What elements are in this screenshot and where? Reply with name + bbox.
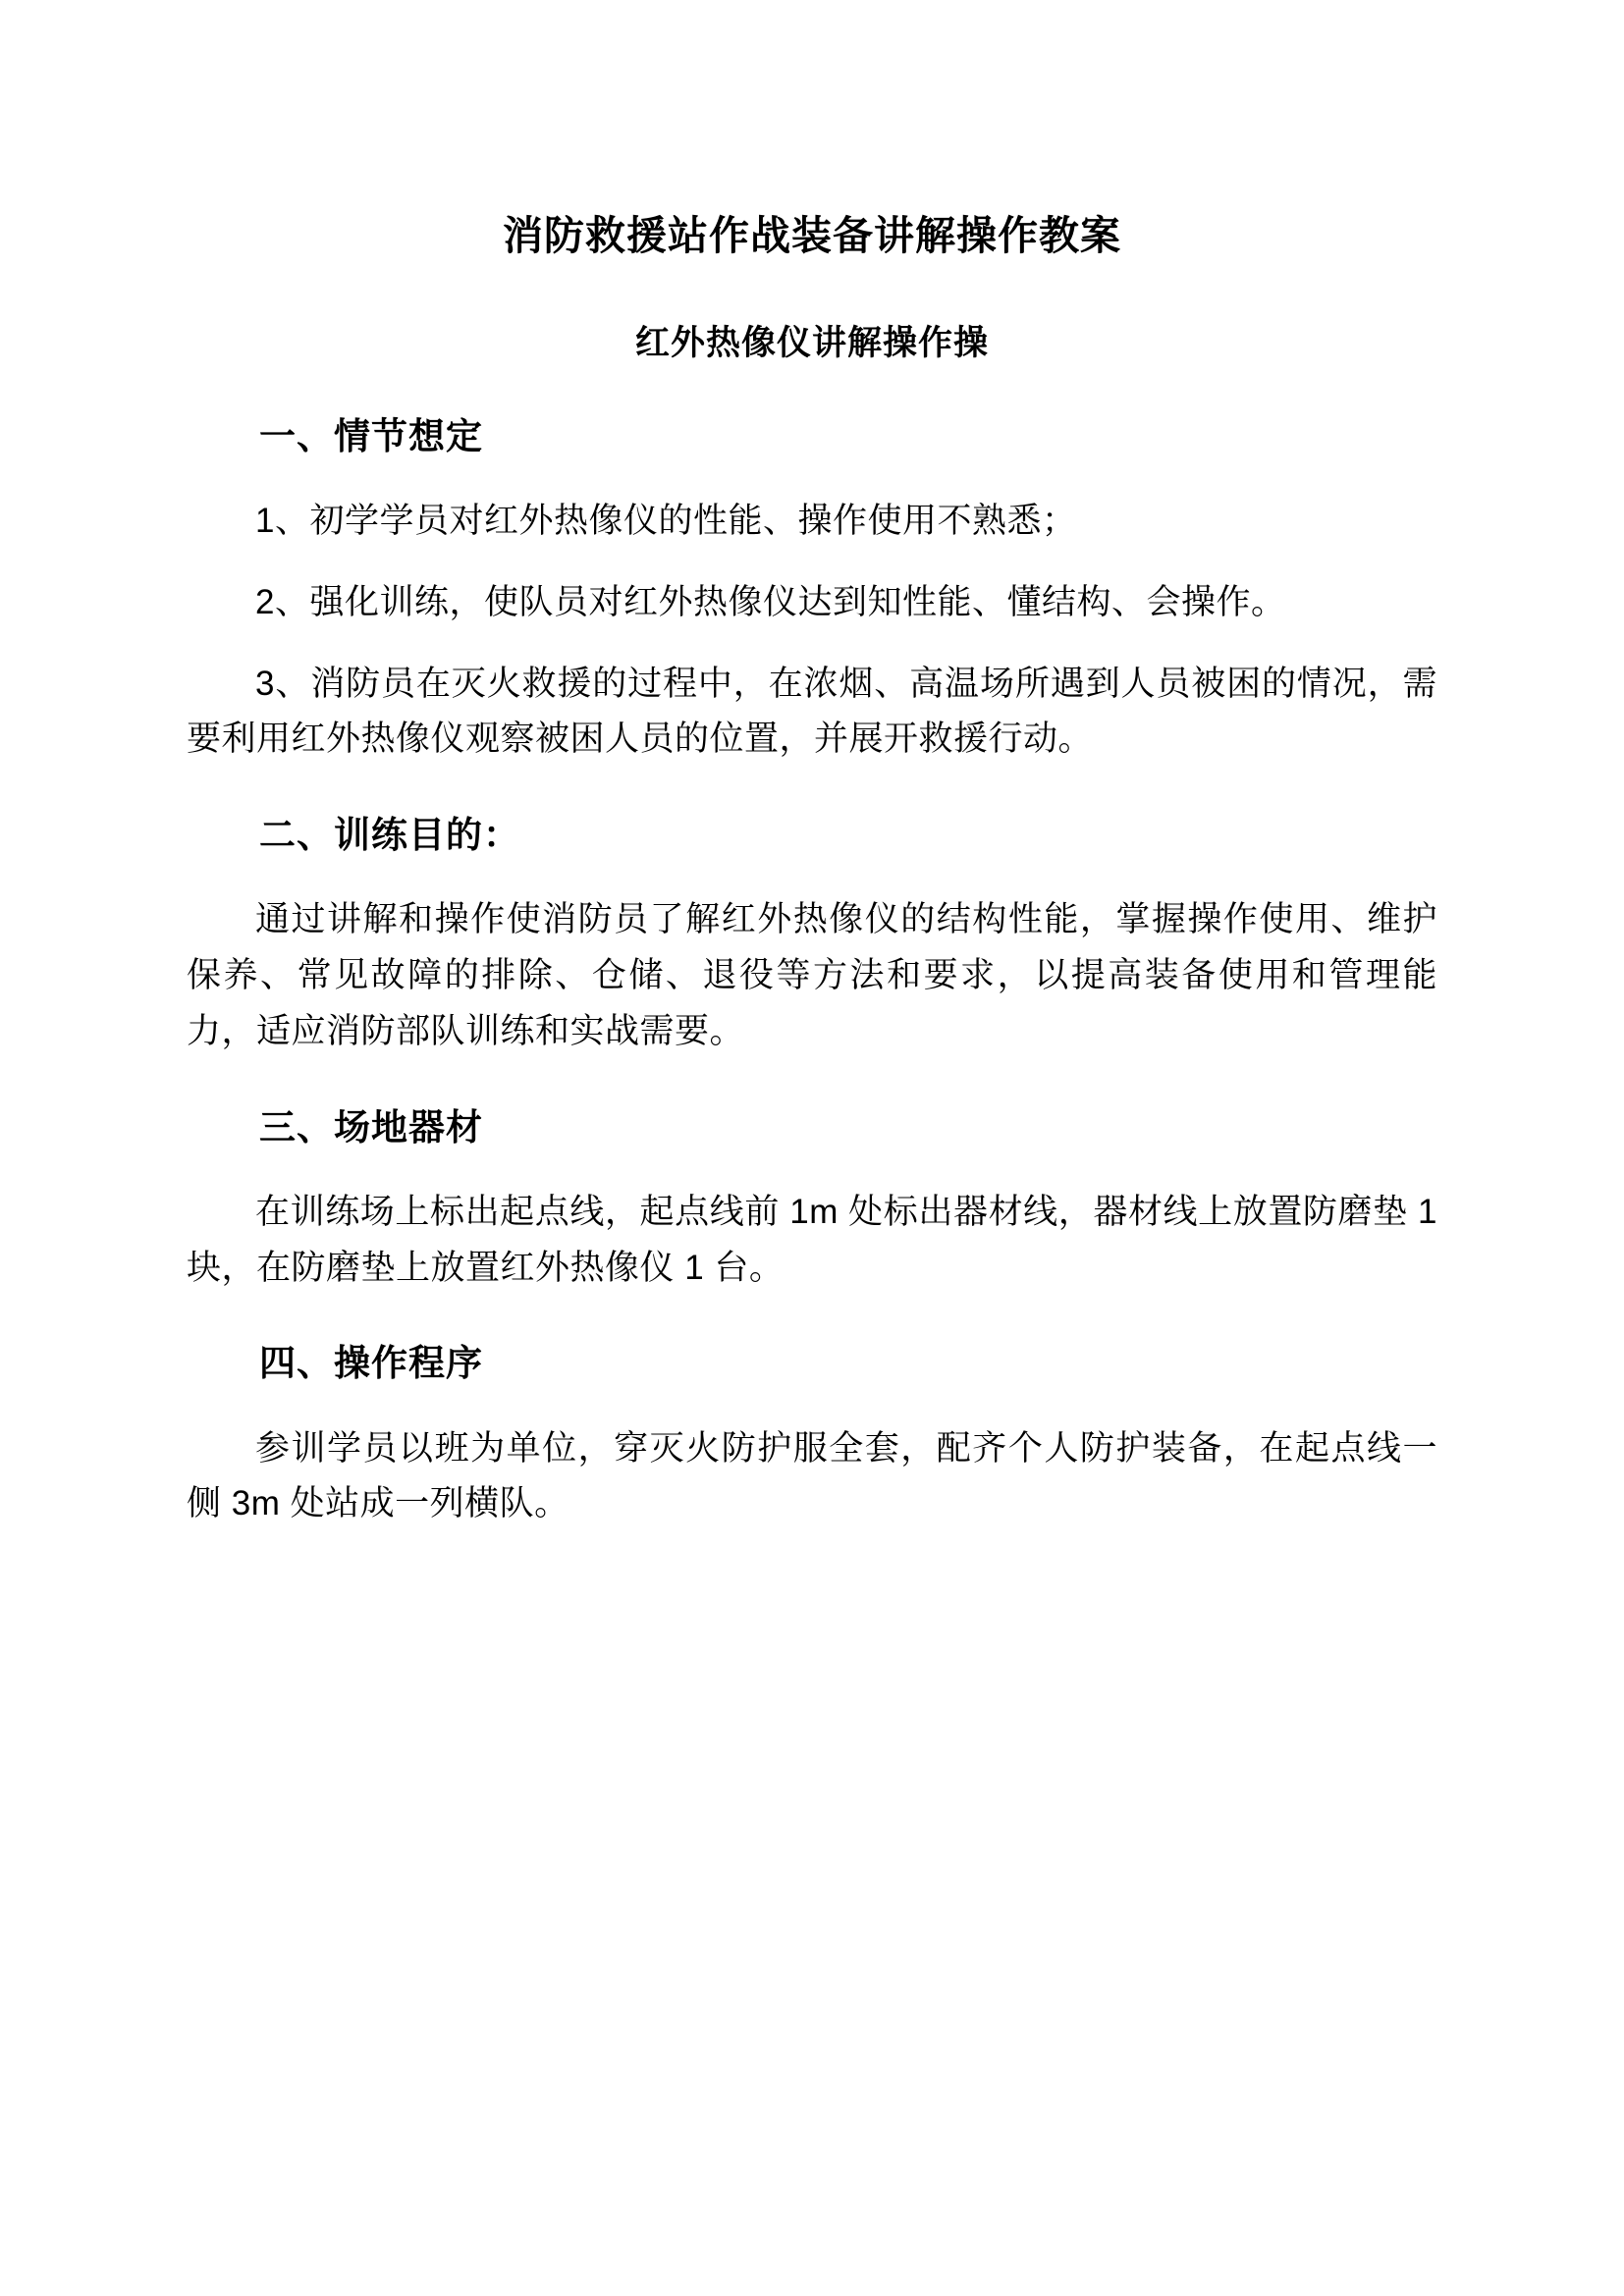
section-1-paragraph-1: 1、初学学员对红外热像仪的性能、操作使用不熟悉； — [255, 502, 1077, 541]
section-4-paragraph-1: 参训学员以班为单位，穿灭火防护服全套，配齐个人防护装备，在起点线一侧 3m 处站成一列横队。 — [187, 1428, 1437, 1523]
section-heading-4: 四、操作程序 — [259, 1343, 483, 1384]
section-heading-3: 三、场地器材 — [259, 1106, 483, 1148]
section-heading-1: 一、情节想定 — [259, 416, 483, 456]
section-heading-2: 二、训练目的： — [259, 815, 520, 856]
section-3-paragraph-1: 在训练场上标出起点线，起点线前 1m 处标出器材线，器材线上放置防磨垫 1 块，在防磨垫上放置红外热像仪 1 台。 — [187, 1192, 1437, 1287]
section-2-paragraph-1: 通过讲解和操作使消防员了解红外热像仪的结构性能，掌握操作使用、维护保养、常见故障的排除、仓储、退役等方法和要求，以提高装备使用和管理能力，适应消防部队训练和实战需要。 — [187, 900, 1437, 1050]
page-title: 消防救援站作战装备讲解操作教案 — [503, 213, 1121, 258]
section-1-paragraph-3: 3、消防员在灭火救援的过程中，在浓烟、高温场所遇到人员被困的情况，需要利用红外热像仪观察被困人员的位置，并展开救援行动。 — [187, 664, 1437, 759]
page-subtitle: 红外热像仪讲解操作操 — [634, 323, 989, 362]
section-1-paragraph-2: 2、强化训练，使队员对红外热像仪达到知性能、懂结构、会操作。 — [255, 583, 1286, 622]
